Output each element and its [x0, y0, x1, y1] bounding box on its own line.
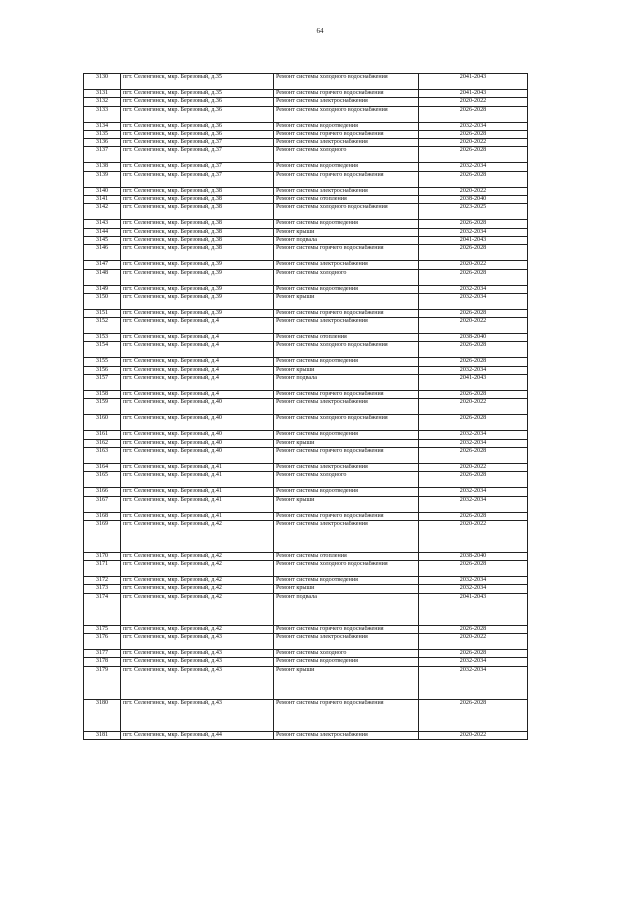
- table-row: [84, 74, 528, 90]
- address-cell: пгт. Селенгинск, мкр. Березовый, д.39: [121, 269, 274, 285]
- period-cell: 2026-2028: [419, 391, 528, 399]
- address-cell: пгт. Селенгинск, мкр. Березовый, д.40: [121, 399, 274, 415]
- work-type-cell: Ремонт системы горячего водоснабжения: [274, 699, 419, 731]
- address-cell: пгт. Селенгинск, мкр. Березовый, д.38: [121, 196, 274, 204]
- period-cell: 2026-2028: [419, 309, 528, 317]
- work-type-cell: Ремонт системы электроснабжения: [274, 261, 419, 269]
- row-number-cell: 3134: [84, 122, 121, 130]
- table-row: [84, 625, 528, 633]
- work-type-cell: Ремонт системы горячего водоснабжения: [274, 309, 419, 317]
- table-row: [84, 293, 528, 309]
- row-number-cell: 3144: [84, 228, 121, 236]
- address-cell: пгт. Селенгинск, мкр. Березовый, д.42: [121, 552, 274, 560]
- address-cell: пгт. Селенгинск, мкр. Березовый, д.36: [121, 98, 274, 106]
- row-number-cell: 3158: [84, 391, 121, 399]
- address-cell: пгт. Селенгинск, мкр. Березовый, д.38: [121, 187, 274, 195]
- address-cell: пгт. Селенгинск, мкр. Березовый, д.37: [121, 139, 274, 147]
- work-type-cell: Ремонт системы горячего водоснабжения: [274, 130, 419, 138]
- table-body: [84, 74, 528, 740]
- period-cell: 2020-2022: [419, 399, 528, 415]
- row-number-cell: 3163: [84, 447, 121, 463]
- period-cell: 2020-2022: [419, 261, 528, 269]
- work-type-cell: Ремонт системы электроснабжения: [274, 731, 419, 739]
- row-number-cell: 3157: [84, 375, 121, 391]
- table-row: [84, 375, 528, 391]
- row-number-cell: 3146: [84, 245, 121, 261]
- address-cell: пгт. Селенгинск, мкр. Березовый, д.37: [121, 147, 274, 163]
- row-number-cell: 3162: [84, 439, 121, 447]
- row-number-cell: 3175: [84, 625, 121, 633]
- table-row: [84, 512, 528, 520]
- period-cell: 2020-2022: [419, 187, 528, 195]
- row-number-cell: 3160: [84, 415, 121, 431]
- table-row: [84, 463, 528, 471]
- table-row: [84, 666, 528, 699]
- work-type-cell: Ремонт системы горячего водоснабжения: [274, 625, 419, 633]
- period-cell: 2032-2034: [419, 666, 528, 699]
- row-number-cell: 3176: [84, 634, 121, 650]
- table-row: [84, 285, 528, 293]
- address-cell: пгт. Селенгинск, мкр. Березовый, д.41: [121, 488, 274, 496]
- row-number-cell: 3178: [84, 658, 121, 666]
- row-number-cell: 3150: [84, 293, 121, 309]
- row-number-cell: 3172: [84, 577, 121, 585]
- table-row: [84, 342, 528, 358]
- period-cell: 2026-2028: [419, 699, 528, 731]
- work-type-cell: Ремонт системы водоотведения: [274, 658, 419, 666]
- row-number-cell: 3143: [84, 220, 121, 228]
- address-cell: пгт. Селенгинск, мкр. Березовый, д.35: [121, 90, 274, 98]
- table-row: [84, 309, 528, 317]
- address-cell: пгт. Селенгинск, мкр. Березовый, д.4: [121, 342, 274, 358]
- row-number-cell: 3145: [84, 236, 121, 244]
- page-number: 64: [316, 27, 324, 35]
- work-type-cell: Ремонт системы горячего водоснабжения: [274, 90, 419, 98]
- period-cell: 2032-2034: [419, 585, 528, 593]
- work-type-cell: Ремонт системы электроснабжения: [274, 634, 419, 650]
- row-number-cell: 3181: [84, 731, 121, 739]
- work-type-cell: Ремонт системы холодного: [274, 472, 419, 488]
- table-row: [84, 98, 528, 106]
- period-cell: 2026-2028: [419, 447, 528, 463]
- work-type-cell: Ремонт системы электроснабжения: [274, 98, 419, 106]
- row-number-cell: 3153: [84, 334, 121, 342]
- row-number-cell: 3139: [84, 171, 121, 187]
- work-type-cell: Ремонт крыши: [274, 293, 419, 309]
- table-row: [84, 472, 528, 488]
- address-cell: пгт. Селенгинск, мкр. Березовый, д.36: [121, 130, 274, 138]
- address-cell: пгт. Селенгинск, мкр. Березовый, д.43: [121, 650, 274, 658]
- period-cell: 2032-2034: [419, 163, 528, 171]
- period-cell: 2026-2028: [419, 625, 528, 633]
- table-row: [84, 122, 528, 130]
- table-row: [84, 496, 528, 512]
- period-cell: 2041-2043: [419, 74, 528, 90]
- row-number-cell: 3165: [84, 472, 121, 488]
- period-cell: 2026-2028: [419, 561, 528, 577]
- row-number-cell: 3135: [84, 130, 121, 138]
- address-cell: пгт. Селенгинск, мкр. Березовый, д.42: [121, 625, 274, 633]
- address-cell: пгт. Селенгинск, мкр. Березовый, д.39: [121, 309, 274, 317]
- period-cell: 2020-2022: [419, 139, 528, 147]
- table-row: [84, 431, 528, 439]
- work-type-cell: Ремонт системы электроснабжения: [274, 318, 419, 334]
- period-cell: 2032-2034: [419, 431, 528, 439]
- row-number-cell: 3161: [84, 431, 121, 439]
- period-cell: 2032-2034: [419, 366, 528, 374]
- period-cell: 2038-2040: [419, 196, 528, 204]
- table-row: [84, 228, 528, 236]
- work-type-cell: Ремонт крыши: [274, 496, 419, 512]
- table-row: [84, 634, 528, 650]
- period-cell: 2020-2022: [419, 520, 528, 552]
- row-number-cell: 3180: [84, 699, 121, 731]
- table-row: [84, 220, 528, 228]
- work-type-cell: Ремонт крыши: [274, 585, 419, 593]
- table-row: [84, 415, 528, 431]
- period-cell: 2032-2034: [419, 488, 528, 496]
- period-cell: 2026-2028: [419, 245, 528, 261]
- work-type-cell: Ремонт системы холодного водоснабжения: [274, 342, 419, 358]
- work-type-cell: Ремонт системы отопления: [274, 552, 419, 560]
- period-cell: 2032-2034: [419, 293, 528, 309]
- row-number-cell: 3154: [84, 342, 121, 358]
- table-row: [84, 561, 528, 577]
- row-number-cell: 3142: [84, 204, 121, 220]
- row-number-cell: 3148: [84, 269, 121, 285]
- address-cell: пгт. Селенгинск, мкр. Березовый, д.43: [121, 666, 274, 699]
- address-cell: пгт. Селенгинск, мкр. Березовый, д.4: [121, 334, 274, 342]
- row-number-cell: 3173: [84, 585, 121, 593]
- row-number-cell: 3166: [84, 488, 121, 496]
- work-type-cell: Ремонт подвала: [274, 236, 419, 244]
- row-number-cell: 3156: [84, 366, 121, 374]
- work-type-cell: Ремонт системы холодного: [274, 269, 419, 285]
- table-row: [84, 147, 528, 163]
- work-type-cell: Ремонт системы электроснабжения: [274, 187, 419, 195]
- row-number-cell: 3168: [84, 512, 121, 520]
- table-row: [84, 245, 528, 261]
- work-type-cell: Ремонт системы электроснабжения: [274, 520, 419, 552]
- work-type-cell: Ремонт системы водоотведения: [274, 577, 419, 585]
- address-cell: пгт. Селенгинск, мкр. Березовый, д.4: [121, 375, 274, 391]
- row-number-cell: 3179: [84, 666, 121, 699]
- row-number-cell: 3169: [84, 520, 121, 552]
- work-type-cell: Ремонт системы электроснабжения: [274, 139, 419, 147]
- work-type-cell: Ремонт системы водоотведения: [274, 122, 419, 130]
- address-cell: пгт. Селенгинск, мкр. Березовый, д.38: [121, 245, 274, 261]
- address-cell: пгт. Селенгинск, мкр. Березовый, д.37: [121, 171, 274, 187]
- period-cell: 2032-2034: [419, 439, 528, 447]
- period-cell: 2026-2028: [419, 472, 528, 488]
- address-cell: пгт. Селенгинск, мкр. Березовый, д.37: [121, 163, 274, 171]
- table-row: [84, 650, 528, 658]
- repair-schedule-table: [83, 73, 528, 740]
- work-type-cell: Ремонт системы холодного водоснабжения: [274, 561, 419, 577]
- period-cell: 2032-2034: [419, 577, 528, 585]
- row-number-cell: 3167: [84, 496, 121, 512]
- table-row: [84, 366, 528, 374]
- work-type-cell: Ремонт подвала: [274, 593, 419, 625]
- period-cell: 2026-2028: [419, 269, 528, 285]
- work-type-cell: Ремонт системы холодного водоснабжения: [274, 74, 419, 90]
- table-row: [84, 269, 528, 285]
- period-cell: 2026-2028: [419, 358, 528, 366]
- work-type-cell: Ремонт системы отопления: [274, 196, 419, 204]
- address-cell: пгт. Селенгинск, мкр. Березовый, д.38: [121, 228, 274, 236]
- work-type-cell: Ремонт системы горячего водоснабжения: [274, 512, 419, 520]
- table-row: [84, 358, 528, 366]
- period-cell: 2041-2043: [419, 90, 528, 98]
- table-row: [84, 593, 528, 625]
- table-row: [84, 447, 528, 463]
- work-type-cell: Ремонт системы водоотведения: [274, 220, 419, 228]
- work-type-cell: Ремонт системы водоотведения: [274, 431, 419, 439]
- table-row: [84, 90, 528, 98]
- table-row: [84, 520, 528, 552]
- address-cell: пгт. Селенгинск, мкр. Березовый, д.36: [121, 106, 274, 122]
- period-cell: 2026-2028: [419, 171, 528, 187]
- period-cell: 2020-2022: [419, 318, 528, 334]
- table-row: [84, 204, 528, 220]
- row-number-cell: 3151: [84, 309, 121, 317]
- work-type-cell: Ремонт системы горячего водоснабжения: [274, 391, 419, 399]
- period-cell: 2026-2028: [419, 342, 528, 358]
- period-cell: 2032-2034: [419, 228, 528, 236]
- work-type-cell: Ремонт крыши: [274, 228, 419, 236]
- row-number-cell: 3174: [84, 593, 121, 625]
- period-cell: 2038-2040: [419, 552, 528, 560]
- row-number-cell: 3138: [84, 163, 121, 171]
- table-row: [84, 439, 528, 447]
- address-cell: пгт. Селенгинск, мкр. Березовый, д.36: [121, 122, 274, 130]
- work-type-cell: Ремонт системы горячего водоснабжения: [274, 447, 419, 463]
- period-cell: 2026-2028: [419, 130, 528, 138]
- row-number-cell: 3140: [84, 187, 121, 195]
- period-cell: 2041-2043: [419, 593, 528, 625]
- period-cell: 2026-2028: [419, 650, 528, 658]
- address-cell: пгт. Селенгинск, мкр. Березовый, д.41: [121, 512, 274, 520]
- row-number-cell: 3164: [84, 463, 121, 471]
- address-cell: пгт. Селенгинск, мкр. Березовый, д.42: [121, 561, 274, 577]
- table-row: [84, 731, 528, 739]
- row-number-cell: 3147: [84, 261, 121, 269]
- address-cell: пгт. Селенгинск, мкр. Березовый, д.40: [121, 447, 274, 463]
- row-number-cell: 3155: [84, 358, 121, 366]
- work-type-cell: Ремонт системы горячего водоснабжения: [274, 171, 419, 187]
- row-number-cell: 3137: [84, 147, 121, 163]
- table-row: [84, 171, 528, 187]
- row-number-cell: 3159: [84, 399, 121, 415]
- period-cell: 2032-2034: [419, 122, 528, 130]
- row-number-cell: 3132: [84, 98, 121, 106]
- period-cell: 2020-2022: [419, 98, 528, 106]
- table-row: [84, 318, 528, 334]
- address-cell: пгт. Селенгинск, мкр. Березовый, д.38: [121, 236, 274, 244]
- address-cell: пгт. Селенгинск, мкр. Березовый, д.41: [121, 496, 274, 512]
- table-row: [84, 699, 528, 731]
- address-cell: пгт. Селенгинск, мкр. Березовый, д.4: [121, 391, 274, 399]
- table-row: [84, 399, 528, 415]
- table-row: [84, 236, 528, 244]
- table-row: [84, 106, 528, 122]
- work-type-cell: Ремонт системы холодного: [274, 650, 419, 658]
- address-cell: пгт. Селенгинск, мкр. Березовый, д.35: [121, 74, 274, 90]
- table-row: [84, 130, 528, 138]
- work-type-cell: Ремонт системы холодного: [274, 147, 419, 163]
- address-cell: пгт. Селенгинск, мкр. Березовый, д.41: [121, 472, 274, 488]
- row-number-cell: 3130: [84, 74, 121, 90]
- period-cell: 2023-2025: [419, 204, 528, 220]
- address-cell: пгт. Селенгинск, мкр. Березовый, д.44: [121, 731, 274, 739]
- work-type-cell: Ремонт системы холодного водоснабжения: [274, 204, 419, 220]
- row-number-cell: 3177: [84, 650, 121, 658]
- row-number-cell: 3171: [84, 561, 121, 577]
- work-type-cell: Ремонт системы водоотведения: [274, 163, 419, 171]
- work-type-cell: Ремонт системы водоотведения: [274, 285, 419, 293]
- work-type-cell: Ремонт подвала: [274, 375, 419, 391]
- table-row: [84, 187, 528, 195]
- table-row: [84, 585, 528, 593]
- work-type-cell: Ремонт системы горячего водоснабжения: [274, 245, 419, 261]
- address-cell: пгт. Селенгинск, мкр. Березовый, д.38: [121, 220, 274, 228]
- period-cell: 2032-2034: [419, 285, 528, 293]
- period-cell: 2041-2043: [419, 236, 528, 244]
- row-number-cell: 3136: [84, 139, 121, 147]
- address-cell: пгт. Селенгинск, мкр. Березовый, д.40: [121, 439, 274, 447]
- row-number-cell: 3131: [84, 90, 121, 98]
- period-cell: 2038-2040: [419, 334, 528, 342]
- table-row: [84, 163, 528, 171]
- address-cell: пгт. Селенгинск, мкр. Березовый, д.39: [121, 261, 274, 269]
- address-cell: пгт. Селенгинск, мкр. Березовый, д.42: [121, 585, 274, 593]
- table-row: [84, 577, 528, 585]
- period-cell: 2020-2022: [419, 463, 528, 471]
- table-row: [84, 658, 528, 666]
- table-row: [84, 488, 528, 496]
- period-cell: 2026-2028: [419, 415, 528, 431]
- address-cell: пгт. Селенгинск, мкр. Березовый, д.38: [121, 204, 274, 220]
- work-type-cell: Ремонт системы электроснабжения: [274, 463, 419, 471]
- row-number-cell: 3141: [84, 196, 121, 204]
- table-row: [84, 139, 528, 147]
- address-cell: пгт. Селенгинск, мкр. Березовый, д.42: [121, 593, 274, 625]
- work-type-cell: Ремонт крыши: [274, 439, 419, 447]
- address-cell: пгт. Селенгинск, мкр. Березовый, д.43: [121, 634, 274, 650]
- table-row: [84, 196, 528, 204]
- address-cell: пгт. Селенгинск, мкр. Березовый, д.39: [121, 285, 274, 293]
- period-cell: 2020-2022: [419, 731, 528, 739]
- address-cell: пгт. Селенгинск, мкр. Березовый, д.43: [121, 699, 274, 731]
- table-row: [84, 334, 528, 342]
- row-number-cell: 3152: [84, 318, 121, 334]
- period-cell: 2041-2043: [419, 375, 528, 391]
- row-number-cell: 3149: [84, 285, 121, 293]
- work-type-cell: Ремонт крыши: [274, 366, 419, 374]
- period-cell: 2026-2028: [419, 106, 528, 122]
- address-cell: пгт. Селенгинск, мкр. Березовый, д.40: [121, 415, 274, 431]
- address-cell: пгт. Селенгинск, мкр. Березовый, д.43: [121, 658, 274, 666]
- address-cell: пгт. Селенгинск, мкр. Березовый, д.4: [121, 318, 274, 334]
- address-cell: пгт. Селенгинск, мкр. Березовый, д.41: [121, 463, 274, 471]
- row-number-cell: 3133: [84, 106, 121, 122]
- table-row: [84, 391, 528, 399]
- period-cell: 2026-2028: [419, 147, 528, 163]
- period-cell: 2032-2034: [419, 658, 528, 666]
- period-cell: 2020-2022: [419, 634, 528, 650]
- address-cell: пгт. Селенгинск, мкр. Березовый, д.4: [121, 358, 274, 366]
- period-cell: 2032-2034: [419, 496, 528, 512]
- work-type-cell: Ремонт системы холодного водоснабжения: [274, 415, 419, 431]
- period-cell: 2026-2028: [419, 220, 528, 228]
- table-row: [84, 261, 528, 269]
- work-type-cell: Ремонт системы отопления: [274, 334, 419, 342]
- work-type-cell: Ремонт крыши: [274, 666, 419, 699]
- address-cell: пгт. Селенгинск, мкр. Березовый, д.42: [121, 577, 274, 585]
- address-cell: пгт. Селенгинск, мкр. Березовый, д.39: [121, 293, 274, 309]
- address-cell: пгт. Селенгинск, мкр. Березовый, д.42: [121, 520, 274, 552]
- work-type-cell: Ремонт системы водоотведения: [274, 488, 419, 496]
- work-type-cell: Ремонт системы водоотведения: [274, 358, 419, 366]
- address-cell: пгт. Селенгинск, мкр. Березовый, д.40: [121, 431, 274, 439]
- row-number-cell: 3170: [84, 552, 121, 560]
- work-type-cell: Ремонт системы холодного водоснабжения: [274, 106, 419, 122]
- address-cell: пгт. Селенгинск, мкр. Березовый, д.4: [121, 366, 274, 374]
- table-row: [84, 552, 528, 560]
- period-cell: 2026-2028: [419, 512, 528, 520]
- work-type-cell: Ремонт системы электроснабжения: [274, 399, 419, 415]
